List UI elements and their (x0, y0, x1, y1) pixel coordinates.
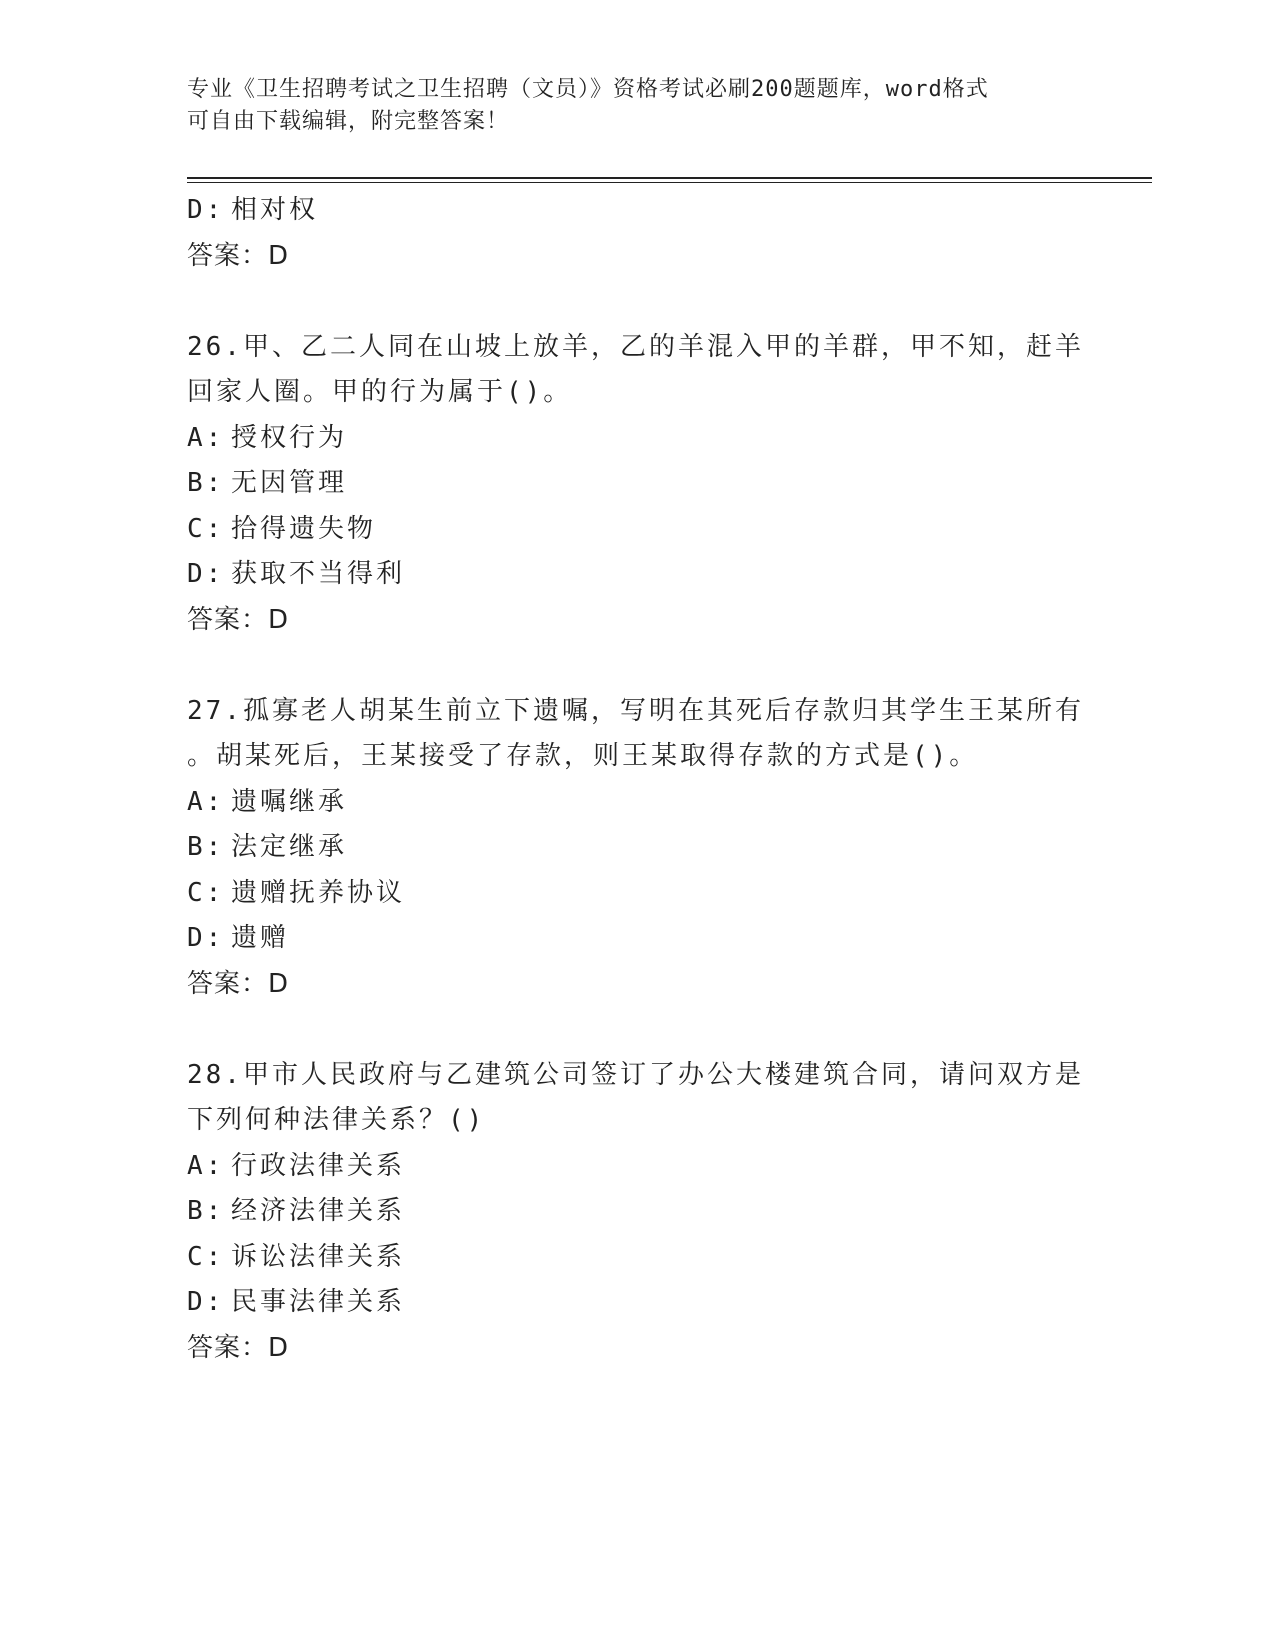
option-letter: C: (187, 513, 225, 544)
option-letter: D: (187, 195, 225, 225)
question-spacer (187, 279, 1087, 325)
option-letter: A: (187, 1150, 225, 1181)
header-line-2: 可自由下载编辑，附完整答案！ (187, 109, 510, 134)
option-text: 相对权 (231, 195, 319, 225)
option-letter: B: (187, 832, 225, 862)
answer-line: 答案：D (187, 240, 290, 271)
question-stem-line: 下列何种法律关系？() (187, 1105, 486, 1135)
option-letter: D: (187, 1287, 225, 1317)
question-stem-line: 27.孤寡老人胡某生前立下遗嘱，写明在其死后存款归其学生王某所有 (187, 695, 1084, 726)
option-b (187, 825, 1087, 871)
question-26 (187, 325, 1087, 644)
option-d (187, 552, 1087, 598)
question-stem-line: 。胡某死后，王某接受了存款，则王某取得存款的方式是()。 (187, 741, 979, 771)
option-text: 获取不当得利 (231, 559, 406, 589)
option-letter: C: (187, 1241, 225, 1272)
option-text: 民事法律关系 (231, 1287, 406, 1317)
header-divider-thick (187, 177, 1152, 179)
answer-line: 答案：D (187, 604, 290, 635)
option-text: 授权行为 (231, 422, 348, 453)
option-letter: C: (187, 877, 225, 908)
option-letter: A: (187, 422, 225, 453)
question-spacer (187, 1007, 1087, 1053)
option-b (187, 1189, 1087, 1235)
option-text: 行政法律关系 (231, 1150, 406, 1181)
option-a (187, 416, 1087, 462)
answer-line: 答案：D (187, 1332, 290, 1363)
option-c (187, 507, 1087, 553)
question-stem-line: 回家人圈。甲的行为属于()。 (187, 377, 573, 407)
option-letter: D: (187, 559, 225, 589)
option-letter: B: (187, 1196, 225, 1226)
option-letter: B: (187, 468, 225, 498)
header-divider-thin (187, 182, 1152, 183)
option-b (187, 461, 1087, 507)
option-c (187, 871, 1087, 917)
question-28 (187, 1053, 1087, 1372)
question-stem-line: 28.甲市人民政府与乙建筑公司签订了办公大楼建筑合同，请问双方是 (187, 1059, 1084, 1090)
option-d (187, 916, 1087, 962)
option-text: 遗赠抚养协议 (231, 877, 406, 908)
question-stem-line: 26.甲、乙二人同在山坡上放羊，乙的羊混入甲的羊群，甲不知，赶羊 (187, 331, 1084, 362)
option-d (187, 1280, 1087, 1326)
option-c (187, 1235, 1087, 1281)
option-letter: A: (187, 786, 225, 817)
question-27 (187, 689, 1087, 1008)
answer-line: 答案：D (187, 968, 290, 999)
option-text: 无因管理 (231, 468, 348, 498)
question-list (187, 188, 1087, 1371)
option-a (187, 1144, 1087, 1190)
option-letter: D: (187, 923, 225, 953)
header-line-1: 专业《卫生招聘考试之卫生招聘（文员）》资格考试必刷200题题库，word格式 (187, 77, 989, 102)
question-spacer (187, 643, 1087, 689)
option-d (187, 188, 1087, 234)
option-text: 法定继承 (231, 832, 348, 862)
page-header (187, 74, 1087, 138)
option-a (187, 780, 1087, 826)
option-text: 遗赠 (231, 923, 290, 953)
option-text: 拾得遗失物 (231, 513, 377, 544)
option-text: 诉讼法律关系 (231, 1241, 406, 1272)
option-text: 遗嘱继承 (231, 786, 348, 817)
option-text: 经济法律关系 (231, 1196, 406, 1226)
